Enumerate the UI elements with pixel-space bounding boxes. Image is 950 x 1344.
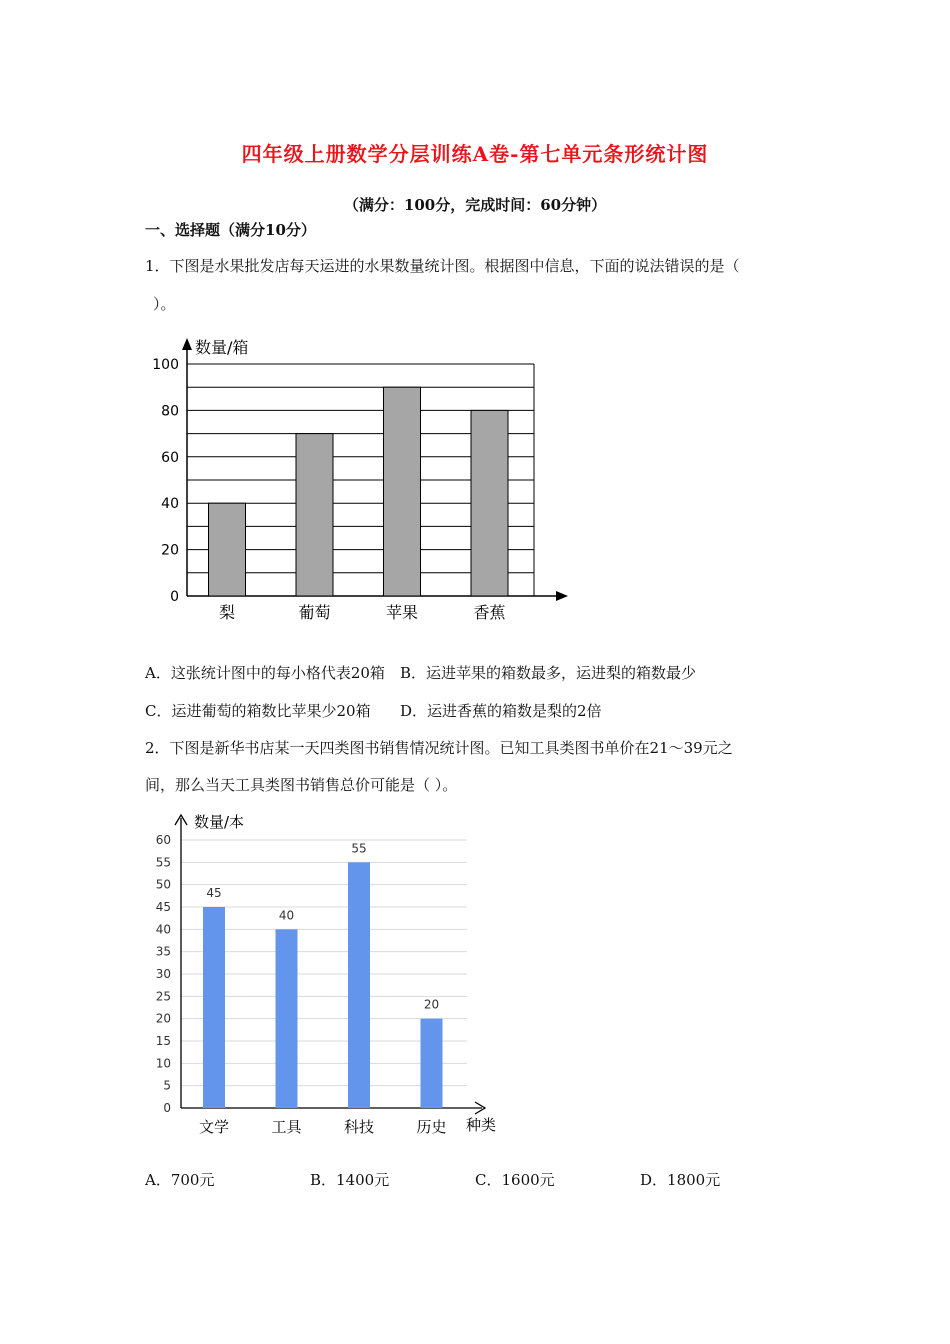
- y-tick-label: 0: [163, 1101, 171, 1115]
- y-tick-label: 20: [155, 1011, 171, 1026]
- bar-历史: [421, 1019, 443, 1108]
- x-tick-label: 历史: [416, 1118, 447, 1136]
- bar-梨: [209, 503, 246, 596]
- y-tick-label: 40: [161, 496, 179, 513]
- y-tick-label: 55: [155, 855, 171, 870]
- score-time-note: （满分：100分，完成时间：60分钟）: [343, 196, 607, 214]
- x-axis-arrow: [556, 591, 568, 601]
- bar-苹果: [384, 387, 421, 596]
- y-axis-title: 数量/本: [194, 813, 245, 831]
- y-tick-label: 60: [155, 833, 171, 847]
- bar-文学: [203, 907, 225, 1108]
- data-label: 40: [278, 908, 295, 923]
- x-tick-label: 香蕉: [473, 603, 506, 622]
- data-label: 45: [206, 886, 222, 900]
- question-2-line-2: 间，那么当天工具类图书销售总价可能是（ ）。: [145, 776, 458, 794]
- y-tick-label: 25: [155, 989, 171, 1004]
- q2-option-b: B．1400元: [310, 1171, 390, 1189]
- y-axis-title: 数量/箱: [195, 338, 249, 357]
- y-tick-label: 20: [161, 542, 179, 559]
- bar-科技: [348, 862, 370, 1108]
- q1-option-b: B．运进苹果的箱数最多，运进梨的箱数最少: [400, 664, 697, 682]
- q1-option-c: C．运进葡萄的箱数比苹果少20箱: [145, 702, 371, 720]
- bar-香蕉: [471, 410, 508, 596]
- book-sales-bar-chart: [140, 808, 510, 1138]
- x-axis-title: 种类: [466, 1116, 497, 1134]
- y-tick-label: 80: [161, 403, 179, 420]
- y-tick-label: 60: [161, 449, 179, 466]
- q1-option-d: D．运进香蕉的箱数是梨的2倍: [400, 702, 602, 720]
- q2-option-d: D．1800元: [640, 1171, 721, 1189]
- x-tick-label: 梨: [218, 603, 236, 622]
- x-tick-label: 葡萄: [298, 603, 331, 622]
- y-tick-label: 10: [155, 1056, 171, 1071]
- y-tick-label: 35: [155, 944, 171, 959]
- y-tick-label: 100: [152, 357, 179, 373]
- question-2-line-1: 2．下图是新华书店某一天四类图书销售情况统计图。已知工具类图书单价在21～39元之: [145, 739, 733, 757]
- question-1-line-2: ）。: [153, 295, 176, 313]
- bar-工具: [276, 929, 298, 1108]
- bar-葡萄: [296, 434, 333, 596]
- y-tick-label: 45: [155, 900, 171, 914]
- document-title: 四年级上册数学分层训练A卷-第七单元条形统计图: [241, 142, 709, 166]
- x-tick-label: 工具: [271, 1118, 302, 1136]
- data-label: 55: [351, 841, 367, 856]
- y-axis-arrow: [182, 338, 192, 350]
- data-label: 20: [423, 997, 440, 1012]
- y-tick-label: 30: [155, 967, 171, 981]
- fruit-bar-chart: [140, 330, 580, 630]
- q2-option-a: A．700元: [145, 1171, 215, 1189]
- x-tick-label: 文学: [198, 1118, 230, 1136]
- y-tick-label: 0: [170, 589, 179, 605]
- section-heading: 一、选择题（满分10分）: [145, 221, 316, 239]
- x-tick-label: 科技: [343, 1118, 375, 1136]
- y-tick-label: 5: [163, 1078, 171, 1093]
- y-tick-label: 40: [155, 922, 171, 937]
- y-tick-label: 15: [155, 1034, 171, 1048]
- y-tick-label: 50: [155, 877, 171, 892]
- x-tick-label: 苹果: [385, 603, 419, 622]
- q1-option-a: A．这张统计图中的每小格代表20箱: [145, 664, 385, 682]
- q2-option-c: C．1600元: [475, 1171, 555, 1189]
- question-1-line-1: 1．下图是水果批发店每天运进的水果数量统计图。根据图中信息，下面的说法错误的是（: [145, 257, 740, 275]
